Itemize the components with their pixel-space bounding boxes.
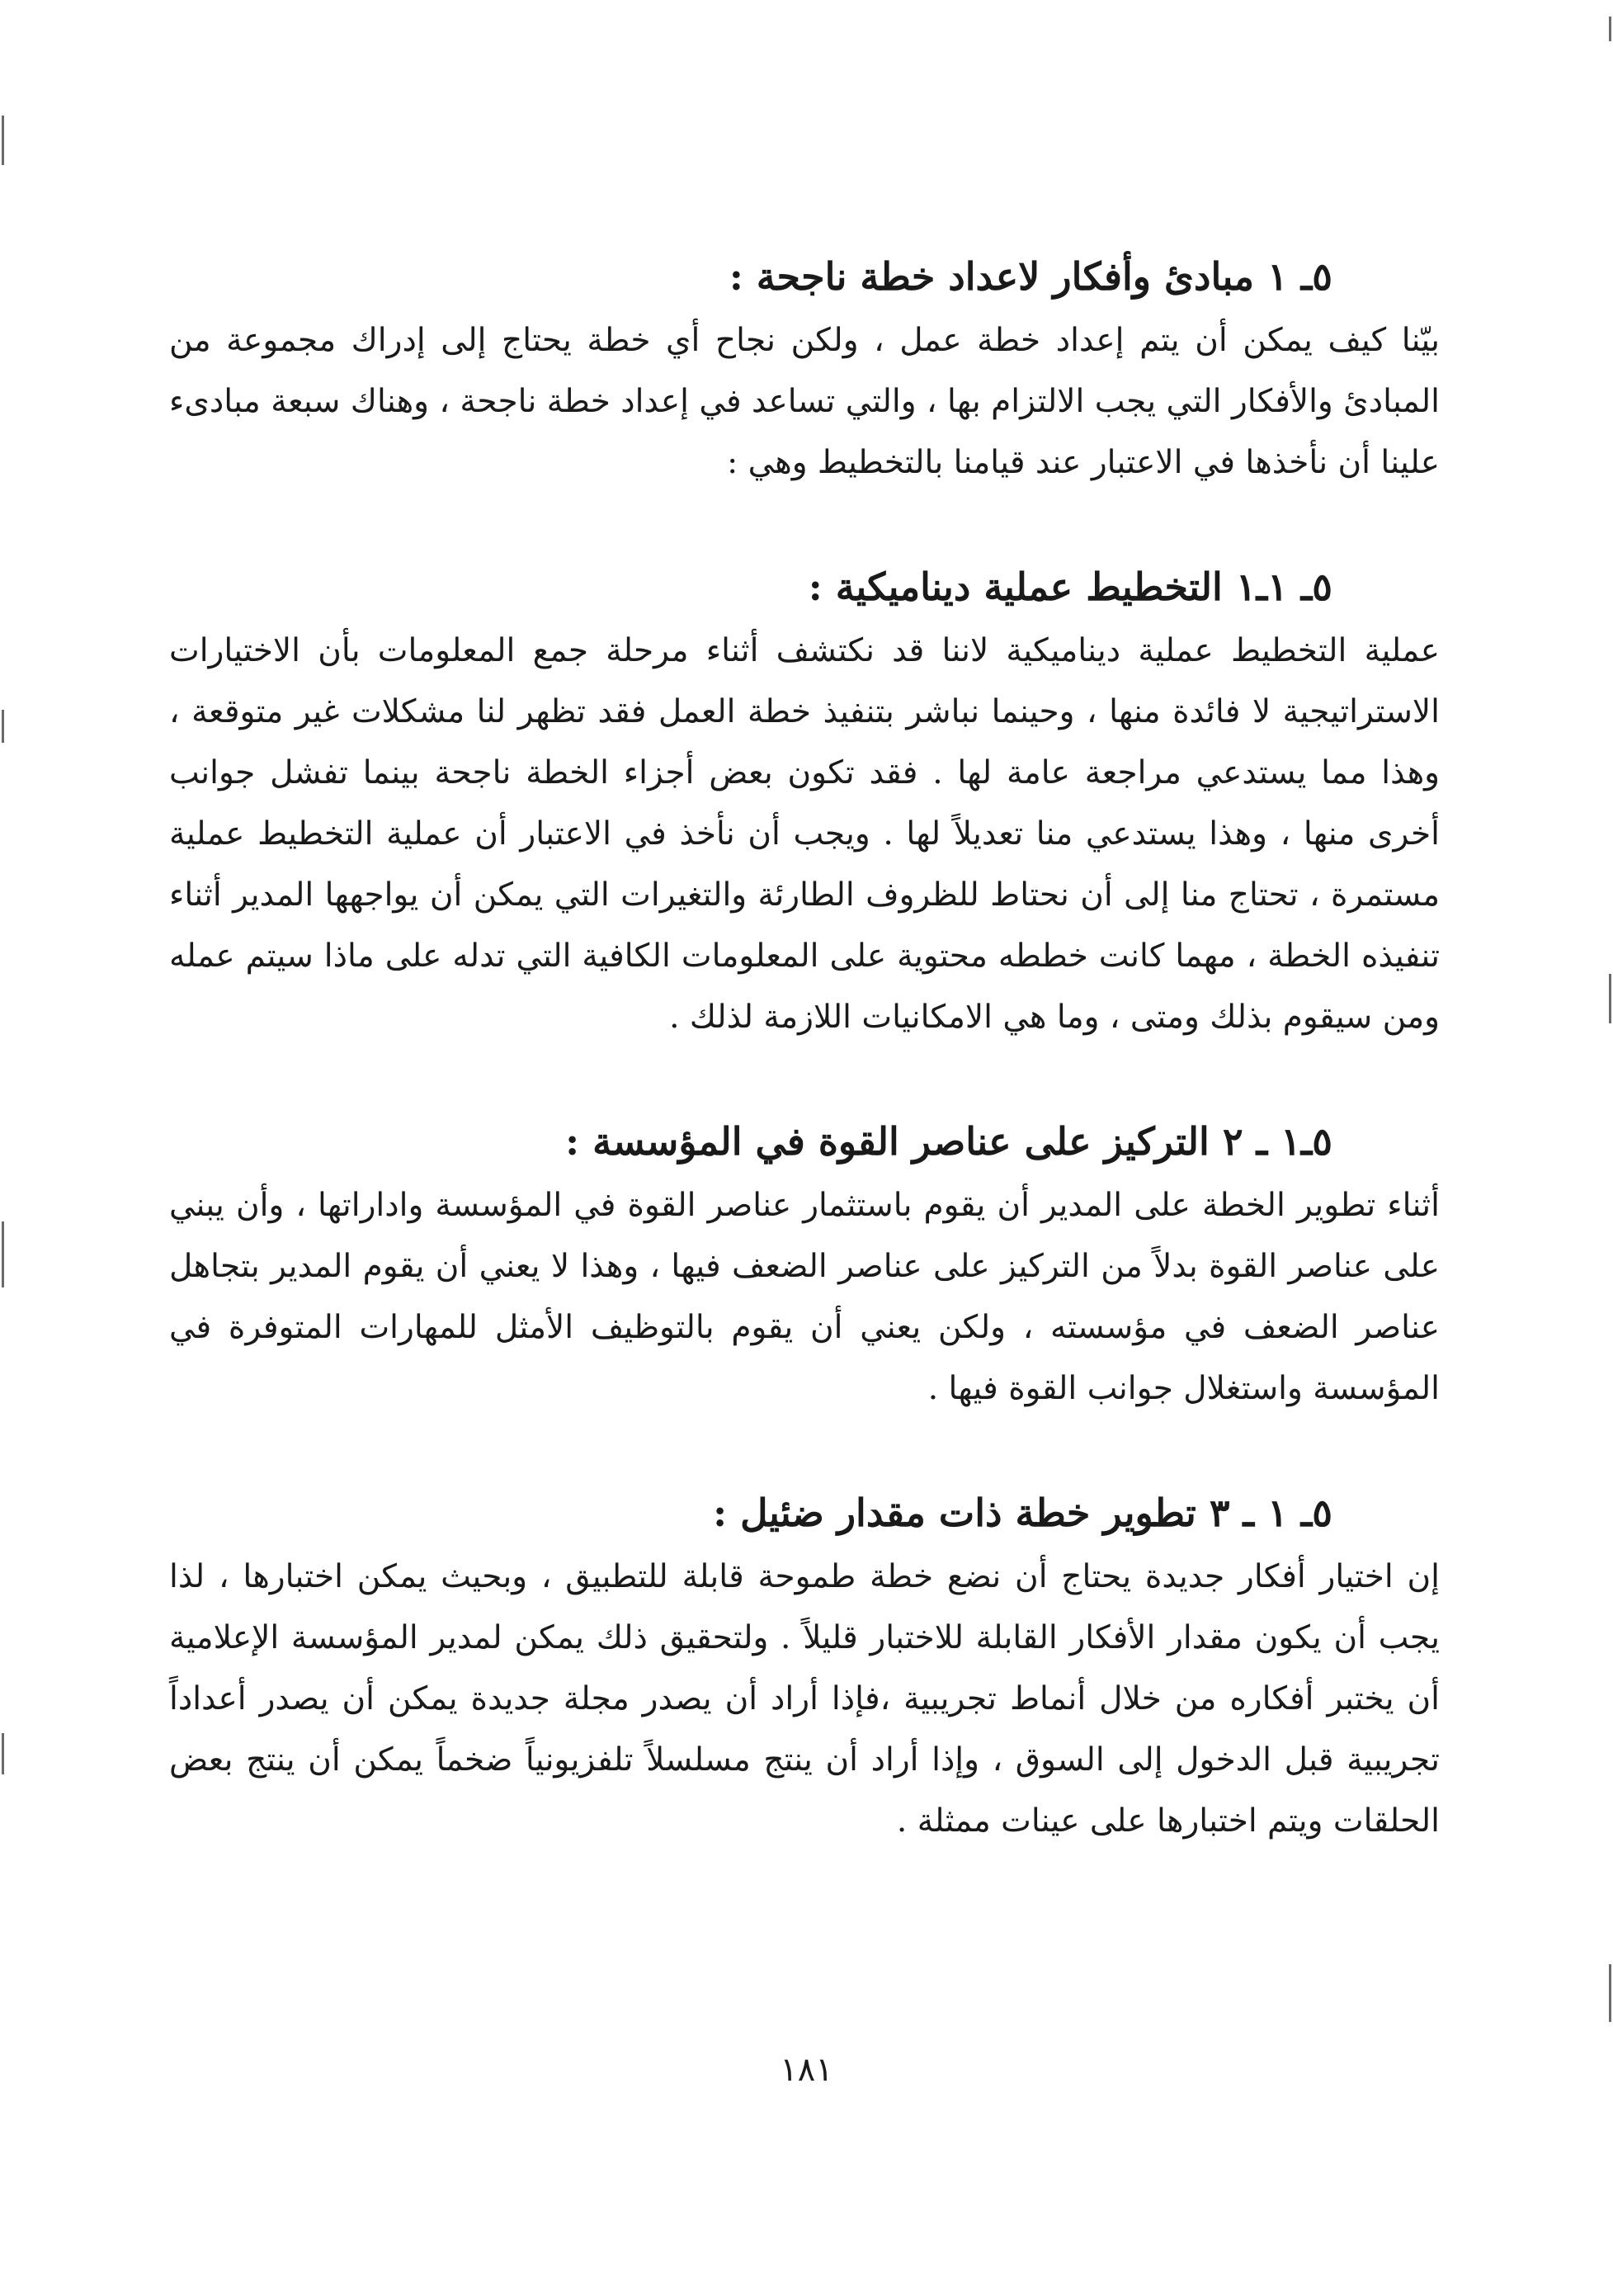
section-strengths-focus [169, 1113, 1440, 1420]
section-dynamic-planning [169, 558, 1440, 1048]
section-heading: ٥ـ ١ مبادئ وأفكار لاعداد خطة ناجحة : [729, 254, 1332, 299]
scan-edge-mark [2, 1221, 4, 1287]
page-number: ١٨١ [780, 2051, 833, 2089]
section-principles [169, 248, 1440, 494]
section-small-scale-plan [169, 1484, 1440, 1852]
section-paragraph: إن اختيار أفكار جديدة يحتاج أن نضع خطة طموحة قابلة للتطبيق ، وبحيث يمكن اختبارها ، لذا يجب أن يكون مقدار الأفكار القابلة للاختبار قليلاً . ولتحقيق ذلك يمكن لمدير المؤسسة الإعلامية أن يختبر أفكاره من خلال أنماط تجريبية ،فإذا أراد أن يصدر مجلة جديدة يمكن أن يصدر أعداداً تجريبية قبل الدخول إلى السوق ، وإذا أراد أن ينتج مسلسلاً تلفزيونياً ضخماً يمكن أن ينتج بعض الحلقات ويتم اختبارها على عينات ممثلة . [169, 1558, 1440, 1840]
scan-edge-mark [1609, 1964, 1611, 2022]
scan-edge-mark [2, 116, 4, 165]
section-heading: ٥ـ ١ ـ ٣ تطوير خطة ذات مقدار ضئيل : [713, 1491, 1332, 1535]
scan-edge-mark [2, 1733, 4, 1774]
section-paragraph: أثناء تطوير الخطة على المدير أن يقوم باستثمار عناصر القوة في المؤسسة واداراتها ، وأن يبني على عناصر القوة بدلاً من التركيز على عناصر الضعف فيها ، وهذا لا يعني أن يقوم المدير بتجاهل عناصر الضعف في مؤسسته ، ولكن يعني أن يقوم بالتوظيف الأمثل للمهارات المتوفرة في المؤسسة واستغلال جوانب القوة فيها . [169, 1187, 1440, 1407]
section-paragraph: بيّنا كيف يمكن أن يتم إعداد خطة عمل ، ولكن نجاح أي خطة يحتاج إلى إدراك مجموعة من المبادئ والأفكار التي يجب الالتزام بها ، والتي تساعد في إعداد خطة ناجحة ، وهناك سبعة مبادىء علينا أن نأخذها في الاعتبار عند قيامنا بالتخطيط وهي : [169, 322, 1440, 481]
section-paragraph: عملية التخطيط عملية ديناميكية لاننا قد نكتشف أثناء مرحلة جمع المعلومات بأن الاختيارات الاستراتيجية لا فائدة منها ، وحينما نباشر بتنفيذ خطة العمل فقد تظهر لنا مشكلات غير متوقعة ، وهذا مما يستدعي مراجعة عامة لها . فقد تكون بعض أجزاء الخطة ناجحة بينما تفشل جوانب أخرى منها ، وهذا يستدعي منا تعديلاً لها . ويجب أن نأخذ في الاعتبار أن عملية التخطيط عملية مستمرة ، تحتاج منا إلى أن نحتاط للظروف الطارئة والتغيرات التي يمكن أن يواجهها المدير أثناء تنفيذه الخطة ، مهما كانت خططه محتوية على المعلومات الكافية التي تدله على ماذا سيتم عمله ومن سيقوم بذلك ومتى ، وما هي الامكانيات اللازمة لذلك . [169, 632, 1441, 1036]
scan-edge-mark [1609, 17, 1611, 41]
scan-edge-mark [1609, 974, 1611, 1023]
page-edge-right [1609, 0, 1611, 2296]
page-content [169, 248, 1440, 1916]
scan-edge-mark [2, 710, 4, 743]
section-heading: ٥ـ ١ـ١ التخطيط عملية ديناميكية : [808, 565, 1332, 609]
section-heading: ٥ـ١ ـ ٢ التركيز على عناصر القوة في المؤسسة : [565, 1119, 1332, 1164]
page-edge-left [2, 0, 4, 2296]
